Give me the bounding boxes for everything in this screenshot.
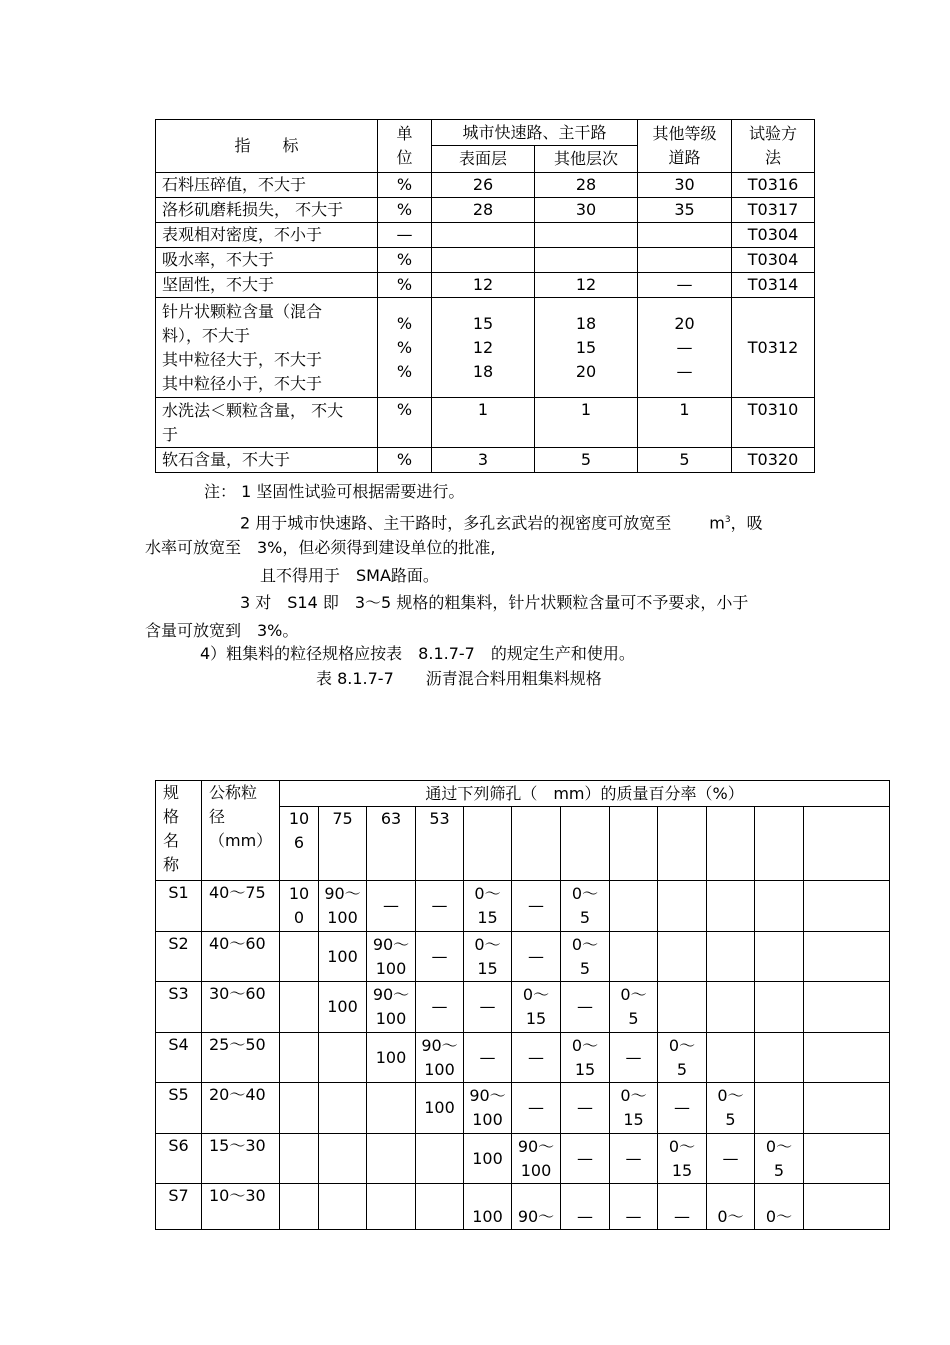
cell-size: 15～30 <box>202 1134 280 1184</box>
cell-value <box>804 881 890 932</box>
cell-value <box>755 982 804 1033</box>
cell-surface: 3 <box>432 448 535 473</box>
cell-value <box>755 932 804 982</box>
header-sieve: 75 <box>319 807 367 881</box>
header-sieve <box>755 807 804 881</box>
cell-value: — <box>464 1033 512 1083</box>
cell-method: T0314 <box>732 273 815 298</box>
cell-value: 90～ <box>512 1184 561 1230</box>
cell-value: — <box>367 881 416 932</box>
cell-value: 0～ 15 <box>658 1134 707 1184</box>
cell-value <box>707 1033 755 1083</box>
cell-value <box>319 1134 367 1184</box>
table-row <box>156 1033 890 1083</box>
note-2 <box>240 508 763 535</box>
cell-other: 1 <box>535 398 638 448</box>
table-row <box>156 273 815 298</box>
cell-road: — <box>638 273 732 298</box>
coarse-aggregate-spec-table <box>155 780 890 1230</box>
header-sieve <box>707 807 755 881</box>
cell-value <box>707 881 755 932</box>
table-row <box>156 1184 890 1230</box>
header-sieve <box>512 807 561 881</box>
table-row <box>156 398 815 448</box>
header-index: 指 标 <box>156 120 378 173</box>
cell-value <box>804 982 890 1033</box>
cell-value: — <box>416 932 464 982</box>
cell-value: 100 <box>319 982 367 1033</box>
cell-value <box>755 1033 804 1083</box>
cell-value: 100 <box>319 932 367 982</box>
cell-value <box>755 881 804 932</box>
cell-value <box>319 1083 367 1134</box>
note-2-line-2: 水率可放宽至 3%，但必须得到建设单位的批准, <box>145 538 496 557</box>
cell-value: — <box>464 982 512 1033</box>
cell-other <box>535 248 638 273</box>
table-row <box>156 982 890 1033</box>
cell-spec: S1 <box>156 881 202 932</box>
cell-value: — <box>561 982 610 1033</box>
cell-surface: 15 12 18 <box>432 298 535 398</box>
cell-value <box>804 1184 890 1230</box>
cell-value: 90～ 100 <box>319 881 367 932</box>
cell-name: 软石含量，不大于 <box>156 448 378 473</box>
note-2-line-3: 且不得用于 SMA路面。 <box>260 566 439 585</box>
note-2-sup: 3 <box>724 515 731 525</box>
cell-size: 20～40 <box>202 1083 280 1134</box>
cell-other: 28 <box>535 173 638 198</box>
cell-spec: S5 <box>156 1083 202 1134</box>
cell-value: 100 <box>367 1033 416 1083</box>
cell-value: — <box>610 1184 658 1230</box>
cell-value: 90～ 100 <box>367 932 416 982</box>
cell-value <box>319 1184 367 1230</box>
cell-unit: % <box>378 273 432 298</box>
table-row <box>156 932 890 982</box>
cell-other: 30 <box>535 198 638 223</box>
cell-size: 25～50 <box>202 1033 280 1083</box>
cell-value: 0～ <box>755 1184 804 1230</box>
cell-value: — <box>561 1083 610 1134</box>
cell-other: 12 <box>535 273 638 298</box>
header-nominal-size: 公称粒 径（mm） <box>202 781 280 881</box>
cell-value: — <box>707 1134 755 1184</box>
paragraph-4: 4）粗集料的粒径规格应按表 8.1.7-7 的规定生产和使用。 <box>200 644 635 663</box>
cell-surface <box>432 248 535 273</box>
cell-surface: 26 <box>432 173 535 198</box>
header-spec-name: 规 格 名 称 <box>156 781 202 881</box>
cell-unit: % <box>378 198 432 223</box>
header-expressway: 城市快速路、主干路 <box>432 120 638 146</box>
cell-method: T0320 <box>732 448 815 473</box>
cell-value: 0～ 5 <box>707 1083 755 1134</box>
cell-value: — <box>512 932 561 982</box>
cell-spec: S4 <box>156 1033 202 1083</box>
cell-value: — <box>610 1134 658 1184</box>
cell-value: 0～ 5 <box>561 881 610 932</box>
table-caption: 表 8.1.7-7 沥青混合料用粗集料规格 <box>316 669 602 688</box>
cell-value: 90～ 100 <box>416 1033 464 1083</box>
cell-surface: 1 <box>432 398 535 448</box>
cell-value: 0～ 15 <box>512 982 561 1033</box>
cell-surface: 28 <box>432 198 535 223</box>
cell-name: 吸水率，不大于 <box>156 248 378 273</box>
table-row <box>156 448 815 473</box>
cell-value: 0～ 15 <box>464 881 512 932</box>
cell-value <box>804 932 890 982</box>
header-sieve-title: 通过下列筛孔（ mm）的质量百分率（%） <box>280 781 890 807</box>
cell-value <box>804 1083 890 1134</box>
cell-value: 0～ 15 <box>561 1033 610 1083</box>
cell-other: 5 <box>535 448 638 473</box>
cell-value: — <box>561 1184 610 1230</box>
cell-value: 0～ 5 <box>610 982 658 1033</box>
table-row <box>156 1134 890 1184</box>
cell-value <box>804 1134 890 1184</box>
cell-unit: % <box>378 248 432 273</box>
cell-value: — <box>416 982 464 1033</box>
note-2-unit: m <box>709 513 725 533</box>
cell-value <box>280 1184 319 1230</box>
cell-value: 0～ 5 <box>561 932 610 982</box>
header-sieve <box>658 807 707 881</box>
cell-value: — <box>512 881 561 932</box>
header-other-roads: 其他等级 道路 <box>638 120 732 173</box>
cell-spec: S7 <box>156 1184 202 1230</box>
cell-value <box>280 1033 319 1083</box>
cell-name: 水洗法＜颗粒含量， 不大 于 <box>156 398 378 448</box>
cell-size: 10～30 <box>202 1184 280 1230</box>
cell-value: — <box>512 1033 561 1083</box>
cell-value: 90～ 100 <box>464 1083 512 1134</box>
cell-spec: S2 <box>156 932 202 982</box>
note-1: 注： 1 坚固性试验可根据需要进行。 <box>204 482 465 501</box>
cell-name: 坚固性，不大于 <box>156 273 378 298</box>
note-2-tail: ，吸 <box>730 513 763 533</box>
cell-value <box>707 982 755 1033</box>
cell-value: — <box>658 1184 707 1230</box>
aggregate-quality-table <box>155 119 815 473</box>
cell-method: T0316 <box>732 173 815 198</box>
header-sieve <box>610 807 658 881</box>
table-row <box>156 298 815 398</box>
cell-value <box>367 1134 416 1184</box>
table-row <box>156 248 815 273</box>
cell-other <box>535 223 638 248</box>
cell-value <box>707 932 755 982</box>
cell-value <box>280 1083 319 1134</box>
cell-unit: % <box>378 173 432 198</box>
header-other-layers: 其他层次 <box>535 146 638 173</box>
cell-value: 0～ 15 <box>610 1083 658 1134</box>
cell-value <box>610 881 658 932</box>
cell-value: 90～ 100 <box>367 982 416 1033</box>
cell-road: 30 <box>638 173 732 198</box>
note-3-line-2: 含量可放宽到 3%。 <box>145 621 299 640</box>
header-test-method: 试验方 法 <box>732 120 815 173</box>
cell-name: 表观相对密度，不小于 <box>156 223 378 248</box>
cell-road: 35 <box>638 198 732 223</box>
cell-value: 100 <box>464 1134 512 1184</box>
cell-value <box>367 1083 416 1134</box>
header-sieve: 10 6 <box>280 807 319 881</box>
header-sieve <box>804 807 890 881</box>
cell-value <box>280 1134 319 1184</box>
header-sieve: 63 <box>367 807 416 881</box>
cell-road: 5 <box>638 448 732 473</box>
header-unit: 单 位 <box>378 120 432 173</box>
table-row <box>156 198 815 223</box>
cell-value <box>319 1033 367 1083</box>
cell-method: T0317 <box>732 198 815 223</box>
cell-value: — <box>658 1083 707 1134</box>
cell-surface <box>432 223 535 248</box>
table-row <box>156 881 890 932</box>
cell-method: T0304 <box>732 248 815 273</box>
cell-size: 30～60 <box>202 982 280 1033</box>
cell-unit: % <box>378 398 432 448</box>
cell-method: T0304 <box>732 223 815 248</box>
cell-road <box>638 223 732 248</box>
cell-value: 100 <box>416 1083 464 1134</box>
note-2-text: 2 用于城市快速路、主干路时，多孔玄武岩的视密度可放宽至 <box>240 513 672 533</box>
cell-value <box>658 932 707 982</box>
cell-size: 40～75 <box>202 881 280 932</box>
table-row <box>156 1083 890 1134</box>
cell-value: 0～ 5 <box>755 1134 804 1184</box>
cell-value <box>804 1033 890 1083</box>
cell-value: — <box>561 1134 610 1184</box>
cell-value: 100 <box>464 1184 512 1230</box>
header-sieve <box>464 807 512 881</box>
cell-name: 针片状颗粒含量（混合 料），不大于 其中粒径大于，不大于 其中粒径小于，不大于 <box>156 298 378 398</box>
cell-road: 20 — — <box>638 298 732 398</box>
cell-unit: % <box>378 448 432 473</box>
cell-other: 18 15 20 <box>535 298 638 398</box>
header-sieve: 53 <box>416 807 464 881</box>
cell-spec: S3 <box>156 982 202 1033</box>
header-sieve <box>561 807 610 881</box>
cell-method: T0310 <box>732 398 815 448</box>
cell-value <box>658 881 707 932</box>
cell-value <box>367 1184 416 1230</box>
cell-unit: % % % <box>378 298 432 398</box>
cell-value: 0～ 5 <box>658 1033 707 1083</box>
cell-value <box>610 932 658 982</box>
cell-size: 40～60 <box>202 932 280 982</box>
cell-value <box>416 1184 464 1230</box>
cell-value: 0～ <box>707 1184 755 1230</box>
cell-name: 石料压碎值，不大于 <box>156 173 378 198</box>
cell-value: — <box>610 1033 658 1083</box>
cell-road: 1 <box>638 398 732 448</box>
cell-road <box>638 248 732 273</box>
table-row <box>156 173 815 198</box>
cell-value <box>755 1083 804 1134</box>
cell-value <box>280 932 319 982</box>
cell-value <box>658 982 707 1033</box>
cell-value: 90～ 100 <box>512 1134 561 1184</box>
table-row <box>156 223 815 248</box>
cell-value <box>280 982 319 1033</box>
cell-spec: S6 <box>156 1134 202 1184</box>
cell-surface: 12 <box>432 273 535 298</box>
header-surface-layer: 表面层 <box>432 146 535 173</box>
cell-value <box>416 1134 464 1184</box>
note-3: 3 对 S14 即 3～5 规格的粗集料，针片状颗粒含量可不予要求，小于 <box>240 593 749 612</box>
cell-value: 0～ 15 <box>464 932 512 982</box>
cell-unit: — <box>378 223 432 248</box>
cell-value: — <box>512 1083 561 1134</box>
cell-value: 10 0 <box>280 881 319 932</box>
cell-value: — <box>416 881 464 932</box>
cell-name: 洛杉矶磨耗损失， 不大于 <box>156 198 378 223</box>
cell-method: T0312 <box>732 298 815 398</box>
